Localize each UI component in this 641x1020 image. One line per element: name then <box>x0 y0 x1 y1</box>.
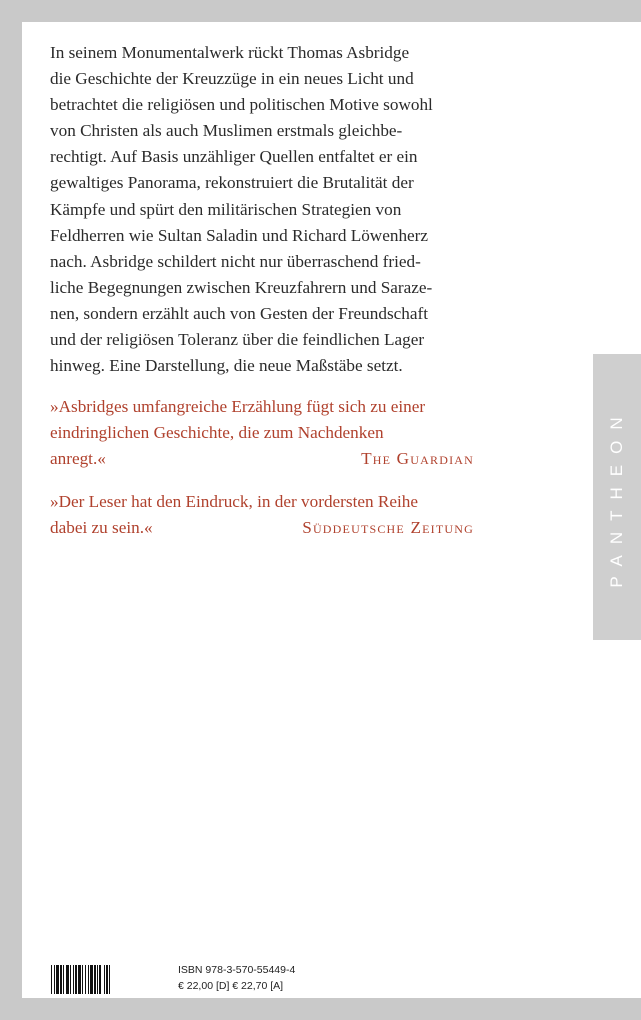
barcode <box>50 965 172 994</box>
blurb-line: Feldherren wie Sultan Saladin und Richard Löwenherz <box>50 225 429 245</box>
barcode-bar <box>56 965 59 994</box>
blurb-line: rechtigt. Auf Basis unzähliger Quellen entfaltet er ein <box>50 147 418 167</box>
barcode-graphic <box>50 965 172 994</box>
barcode-bar <box>82 965 83 994</box>
barcode-bar <box>54 965 55 994</box>
isbn-price-block <box>178 962 295 994</box>
barcode-bar <box>70 965 71 994</box>
blurb-line: betrachtet die religiösen und politischen Motive sowohl <box>50 95 433 115</box>
barcode-bar <box>104 965 105 994</box>
barcode-bar <box>106 965 108 994</box>
isbn-number: ISBN 978-3-570-55449-4 <box>178 964 296 976</box>
quote-line: »Asbridges umfangreiche Erzählung fügt sich zu einer <box>50 397 426 416</box>
blurb-text <box>50 40 490 379</box>
barcode-bar <box>78 965 81 994</box>
blurb-line: Kämpfe und spürt den militärischen Strategien von <box>50 199 402 219</box>
review-quote-sz <box>50 489 480 541</box>
barcode-bar <box>66 965 69 994</box>
barcode-bar <box>73 965 74 994</box>
barcode-bar <box>85 965 86 994</box>
barcode-bar <box>75 965 77 994</box>
quote-line: eindringlichen Geschichte, die zum Nachdenken <box>50 423 384 443</box>
barcode-bar <box>60 965 62 994</box>
quote-source: Süddeutsche Zeitung <box>302 518 474 537</box>
quote-line: »Der Leser hat den Eindruck, in der vordersten Reihe <box>50 492 418 511</box>
barcode-bar <box>63 965 64 994</box>
barcode-bar <box>109 965 110 994</box>
blurb-line: gewaltiges Panorama, rekonstruiert die Brutalität der <box>50 173 414 193</box>
barcode-bar <box>88 965 89 994</box>
publisher-band <box>593 354 641 640</box>
blurb-line: nach. Asbridge schildert nicht nur überraschend fried- <box>50 251 421 271</box>
barcode-bar <box>90 965 93 994</box>
blurb-line: die Geschichte der Kreuzzüge in ein neues Licht und <box>50 69 414 89</box>
blurb-line: von Christen als auch Muslimen erstmals gleichbe- <box>50 121 403 141</box>
barcode-bar <box>51 965 52 994</box>
barcode-bar <box>94 965 96 994</box>
quote-line: anregt.« <box>50 449 106 469</box>
barcode-bar <box>99 965 101 994</box>
publisher-logo-text: PANTHEON <box>607 406 626 588</box>
blurb-line: In seinem Monumentalwerk rückt Thomas Asbridge <box>50 43 410 62</box>
blurb-line: liche Begegnungen zwischen Kreuzfahrern und Saraze- <box>50 277 433 297</box>
blurb-line: und der religiösen Toleranz über die feindlichen Lager <box>50 330 425 350</box>
review-quote-guardian <box>50 394 480 472</box>
blurb-line: nen, sondern erzählt auch von Gesten der Freundschaft <box>50 303 428 323</box>
price-label: € 22,00 [D] € 22,70 [A] <box>178 980 284 992</box>
blurb-line: hinweg. Eine Darstellung, die neue Maßstäbe setzt. <box>50 356 403 376</box>
quote-line: dabei zu sein.« <box>50 518 153 538</box>
quote-source: The Guardian <box>361 449 474 468</box>
barcode-bar <box>97 965 98 994</box>
bottom-frame <box>0 998 641 1020</box>
